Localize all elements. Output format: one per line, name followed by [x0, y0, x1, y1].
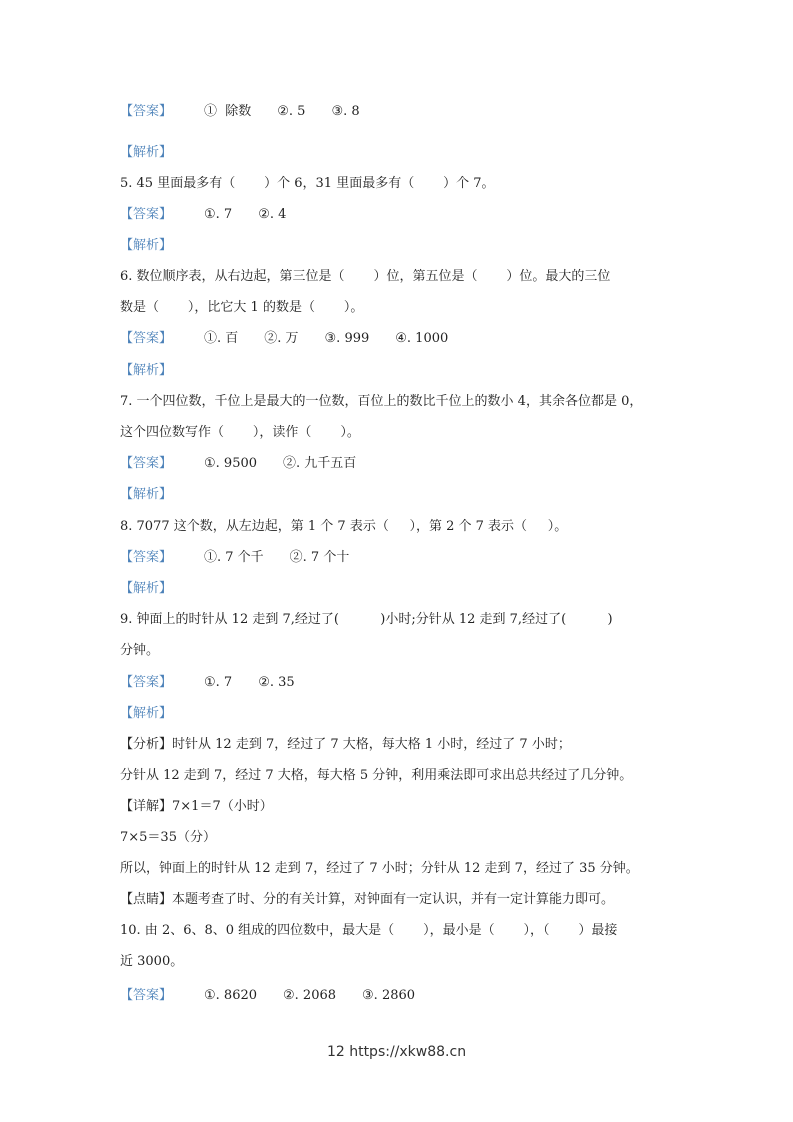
answer-items — [204, 103, 386, 121]
question-text: 5. 45 里面最多有（ ）个 6，31 里面最多有（ ）个 7。 — [120, 176, 495, 191]
answer-items — [204, 674, 321, 692]
answer-row — [120, 330, 449, 348]
question-text: 8. 7077 这个数，从左边起，第 1 个 7 表示（ ），第 2 个 7 表示（ ）。 — [120, 519, 568, 534]
section-text: 时针从 12 走到 7，经过了 7 大格，每大格 1 小时，经过了 7 小时； — [172, 737, 571, 752]
text-line — [120, 611, 613, 629]
answer-item: ②. 5 — [277, 104, 306, 119]
answer-items — [204, 330, 474, 348]
answer-row — [120, 674, 295, 692]
text-line — [120, 518, 567, 536]
question-text: 所以，钟面上的时针从 12 走到 7，经过了 7 小时；分针从 12 走到 7，经过了 35 分钟。 — [120, 861, 639, 876]
text-line — [120, 642, 159, 660]
question-text: 这个四位数写作（ ），读作（ ）。 — [120, 425, 360, 440]
answer-items — [204, 549, 375, 567]
answer-label: 【答案】 — [120, 550, 173, 565]
analysis-label-row — [120, 486, 172, 504]
answer-item: ③. 999 — [324, 331, 370, 346]
text-line — [120, 393, 642, 411]
analysis-label: 【解析】 — [120, 238, 173, 253]
answer-label: 【答案】 — [120, 331, 173, 346]
text-line — [120, 424, 360, 442]
text-line — [120, 829, 216, 847]
section-text: 7×1＝7（小时） — [172, 799, 273, 814]
analysis-label: 【解析】 — [120, 706, 173, 721]
answer-row — [120, 987, 416, 1005]
answer-row — [120, 103, 360, 121]
answer-items — [204, 455, 382, 473]
page-footer: 12 https://xkw88.cn — [326, 1044, 467, 1060]
answer-item: ③. 8 — [331, 104, 360, 119]
text-line — [120, 922, 617, 940]
question-text: 7×5＝35（分） — [120, 830, 216, 845]
answer-item: ① 除数 — [204, 104, 252, 119]
answer-label: 【答案】 — [120, 456, 173, 471]
text-line — [120, 736, 571, 754]
section-tag: 【点睛】 — [120, 892, 173, 907]
answer-item: ④. 1000 — [395, 331, 449, 346]
text-line — [120, 798, 273, 816]
question-text: 10. 由 2、6、8、0 组成的四位数中，最大是（ ），最小是（ ），（ ）最接 — [120, 923, 618, 938]
answer-item: ①. 9500 — [204, 456, 258, 471]
question-text: 数是（ ），比它大 1 的数是（ ）。 — [120, 300, 364, 315]
section-tag: 【分析】 — [120, 737, 173, 752]
question-text: 近 3000。 — [120, 954, 184, 969]
question-text: 9. 钟面上的时针从 12 走到 7,经过了( )小时;分针从 12 走到 7,经过了( ) — [120, 612, 613, 627]
question-text: 分针从 12 走到 7，经过 7 大格，每大格 5 分钟，利用乘法即可求出总共经过了几分钟。 — [120, 768, 633, 783]
answer-item: ①. 8620 — [204, 988, 258, 1003]
answer-item: ①. 7 — [204, 675, 233, 690]
analysis-label-row — [120, 580, 172, 598]
answer-item: ②. 九千五百 — [283, 456, 357, 471]
analysis-label-row — [120, 362, 172, 380]
answer-label: 【答案】 — [120, 675, 173, 690]
answer-item: ①. 7 个千 — [204, 550, 264, 565]
answer-row — [120, 206, 287, 224]
answer-item: ②. 4 — [258, 207, 287, 222]
analysis-label: 【解析】 — [120, 145, 173, 160]
answer-item: ②. 2068 — [283, 988, 337, 1003]
text-line — [120, 175, 495, 193]
answer-items — [204, 987, 441, 1005]
answer-item: ②. 万 — [264, 331, 299, 346]
text-line — [120, 891, 614, 909]
section-tag: 【详解】 — [120, 799, 173, 814]
text-line — [120, 953, 183, 971]
analysis-label-row — [120, 237, 172, 255]
answer-item: ③. 2860 — [362, 988, 416, 1003]
section-text: 本题考查了时、分的有关计算，对钟面有一定认识，并有一定计算能力即可。 — [172, 892, 615, 907]
analysis-label: 【解析】 — [120, 581, 173, 596]
answer-item: ②. 35 — [258, 675, 295, 690]
text-line — [120, 299, 363, 317]
question-text: 6. 数位顺序表，从右边起，第三位是（ ）位，第五位是（ ）位。最大的三位 — [120, 269, 611, 284]
analysis-label: 【解析】 — [120, 487, 173, 502]
answer-items — [204, 206, 312, 224]
answer-item: ①. 百 — [204, 331, 239, 346]
analysis-label-row — [120, 705, 172, 723]
question-text: 分钟。 — [120, 643, 160, 658]
answer-label: 【答案】 — [120, 988, 173, 1003]
text-line — [120, 767, 632, 785]
analysis-label-row — [120, 144, 172, 162]
answer-label: 【答案】 — [120, 104, 173, 119]
analysis-label: 【解析】 — [120, 363, 173, 378]
answer-row — [120, 549, 350, 567]
question-text: 7. 一个四位数，千位上是最大的一位数，百位上的数比千位上的数小 4，其余各位都是 0， — [120, 394, 643, 409]
answer-row — [120, 455, 357, 473]
answer-item: ①. 7 — [204, 207, 233, 222]
answer-label: 【答案】 — [120, 207, 173, 222]
text-line — [120, 860, 639, 878]
text-line — [120, 268, 610, 286]
answer-item: ②. 7 个十 — [289, 550, 350, 565]
